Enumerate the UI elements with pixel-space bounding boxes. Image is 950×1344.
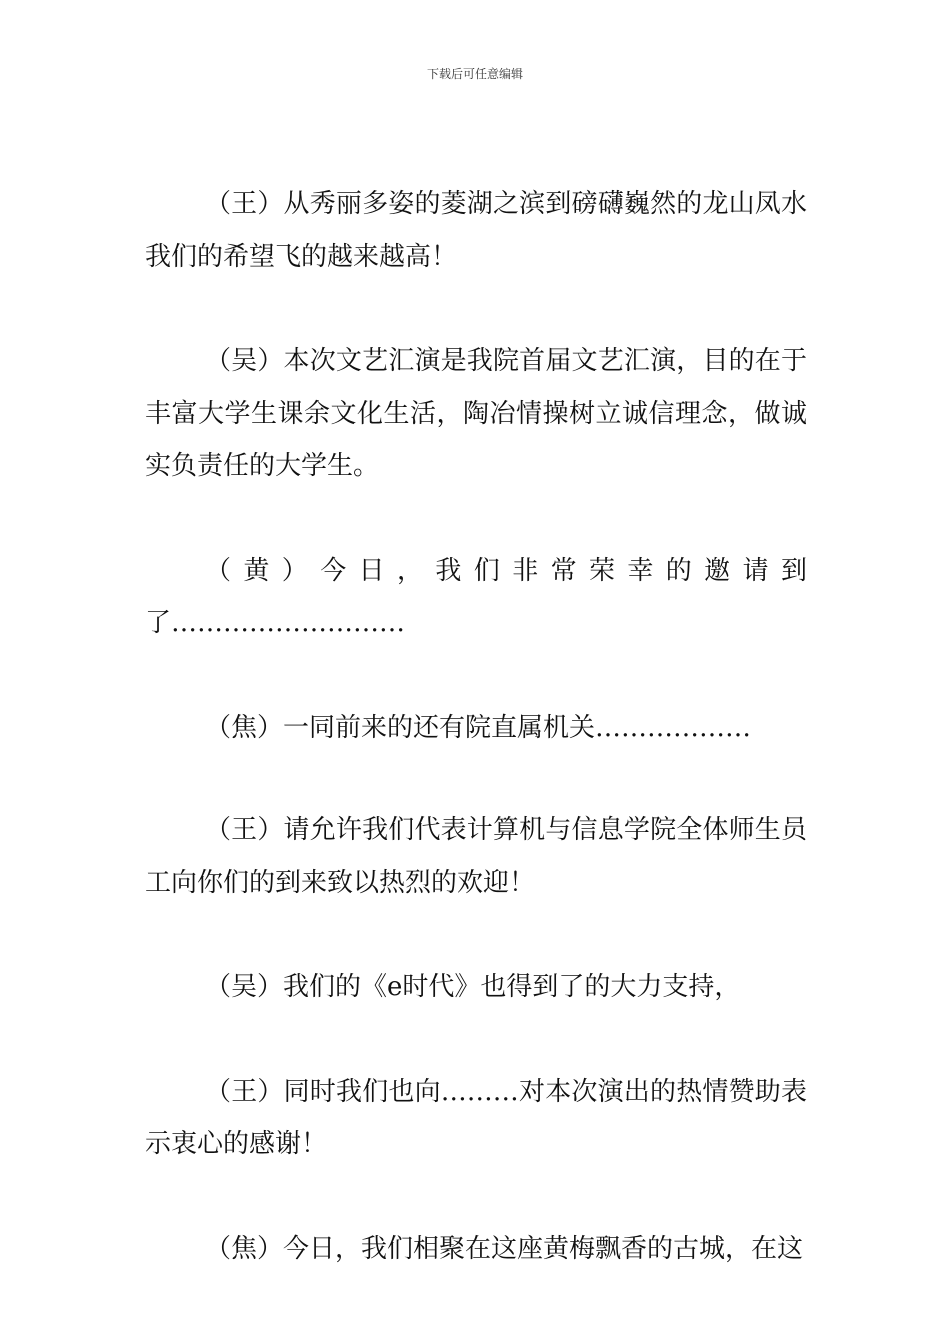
- paragraph-gap: [145, 493, 807, 545]
- paragraph-2: （吴）本次文艺汇演是我院首届文艺汇演，目的在于丰富大学生课余文化生活，陶冶情操树立诚信理念，做诚实负责任的大学生。: [145, 346, 807, 481]
- paragraph-7: （王）同时我们也向………对本次演出的热情赞助表示衷心的感谢！: [145, 1076, 807, 1159]
- paragraph-8: （焦）今日，我们相聚在这座黄梅飘香的古城，在这: [205, 1233, 804, 1264]
- paragraph-gap: [145, 283, 807, 335]
- paragraph-gap: [145, 1014, 807, 1066]
- paragraph-4: （焦）一同前来的还有院直属机关………………: [205, 712, 752, 743]
- page-header: 下载后可任意编辑: [426, 67, 523, 81]
- paragraph-gap: [145, 650, 807, 702]
- paragraph-3: （黄）今日，我们非常荣幸的邀请到了………………………: [145, 555, 807, 638]
- paragraph-1: （王）从秀丽多姿的菱湖之滨到磅礴巍然的龙山凤水我们的希望飞的越来越高！: [145, 189, 807, 272]
- paragraph-gap: [145, 909, 807, 961]
- document-body: [145, 178, 807, 1275]
- paragraph-6: （吴）我们的《e时代》也得到了的大力支持，: [205, 972, 741, 1002]
- paragraph-gap: [145, 754, 807, 806]
- paragraph-5: （王）请允许我们代表计算机与信息学院全体师生员工向你们的到来致以热烈的欢迎！: [145, 815, 807, 898]
- paragraph-gap: [145, 1171, 807, 1223]
